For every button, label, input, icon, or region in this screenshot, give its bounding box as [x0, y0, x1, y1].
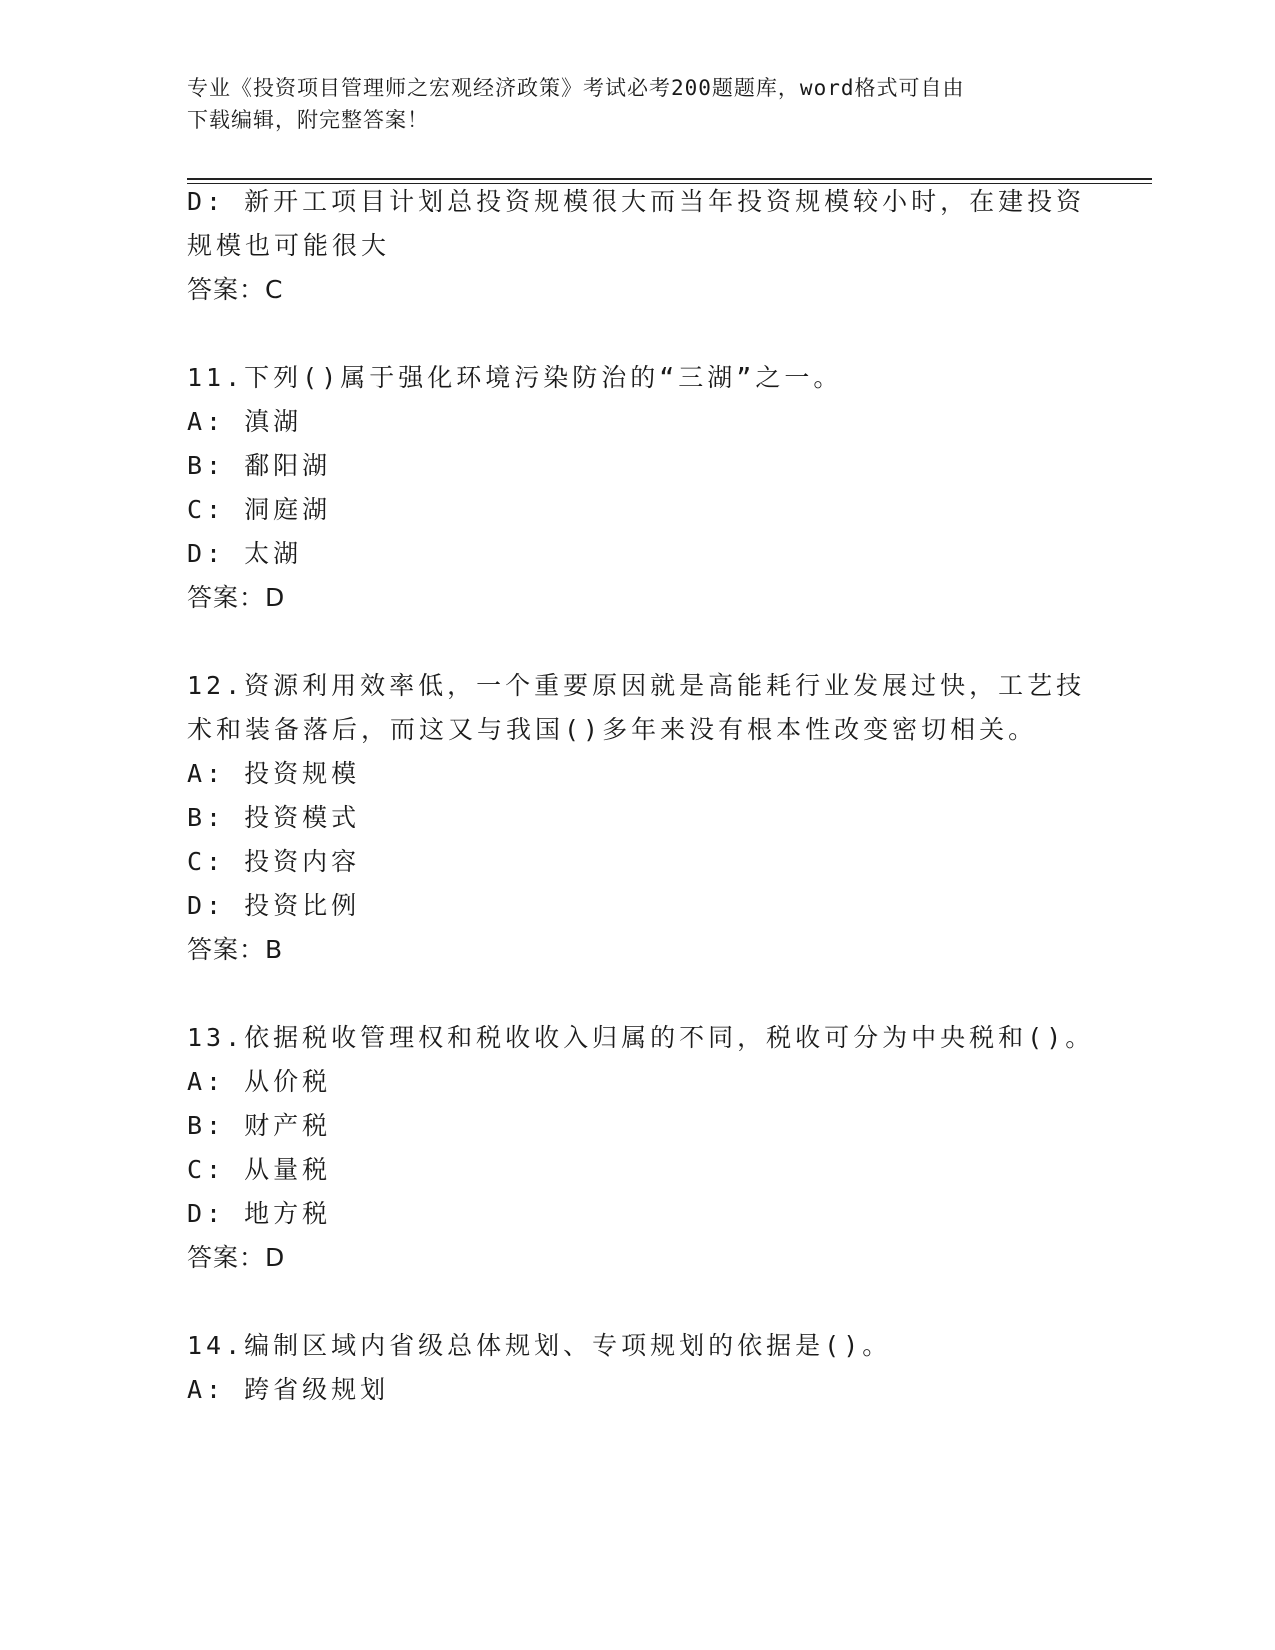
prev-option-d-line-2: 规模也可能很大	[187, 231, 391, 260]
question-13-option-c: C: 从量税	[187, 1155, 332, 1184]
question-11-option-b: B: 鄱阳湖	[187, 451, 332, 480]
question-12-option-a: A: 投资规模	[187, 759, 361, 788]
header-line-2: 下载编辑，附完整答案！	[187, 108, 429, 132]
question-12-option-b: B: 投资模式	[187, 803, 361, 832]
header-divider-thick	[187, 178, 1152, 180]
prev-option-d-line-1: D: 新开工项目计划总投资规模很大而当年投资规模较小时，在建投资	[187, 187, 1086, 216]
question-12-answer: 答案：B	[187, 935, 284, 964]
question-12-option-d: D: 投资比例	[187, 891, 361, 920]
question-13-answer: 答案：D	[187, 1243, 286, 1272]
question-14-option-a: A: 跨省级规划	[187, 1375, 390, 1404]
question-12-stem-line-1: 12.资源利用效率低，一个重要原因就是高能耗行业发展过快，工艺技	[187, 671, 1086, 700]
question-13-option-b: B: 财产税	[187, 1111, 332, 1140]
question-12-stem-line-2: 术和装备落后，而这又与我国()多年来没有根本性改变密切相关。	[187, 715, 1038, 744]
question-11-answer: 答案：D	[187, 583, 286, 612]
question-11-option-c: C: 洞庭湖	[187, 495, 332, 524]
question-13-option-a: A: 从价税	[187, 1067, 332, 1096]
header-line-1: 专业《投资项目管理师之宏观经济政策》考试必考200题题库，word格式可自由	[187, 76, 965, 100]
question-13-option-d: D: 地方税	[187, 1199, 332, 1228]
question-11-stem: 11.下列()属于强化环境污染防治的“三湖”之一。	[187, 363, 843, 392]
question-14-stem: 14.编制区域内省级总体规划、专项规划的依据是()。	[187, 1331, 892, 1360]
document-header	[187, 72, 1077, 136]
question-13-stem: 13.依据税收管理权和税收收入归属的不同，税收可分为中央税和()。	[187, 1023, 1095, 1052]
question-11-option-a: A: 滇湖	[187, 407, 303, 436]
prev-answer: 答案：C	[187, 275, 284, 304]
question-12-option-c: C: 投资内容	[187, 847, 361, 876]
header-divider-thin	[187, 183, 1152, 184]
question-11-option-d: D: 太湖	[187, 539, 303, 568]
